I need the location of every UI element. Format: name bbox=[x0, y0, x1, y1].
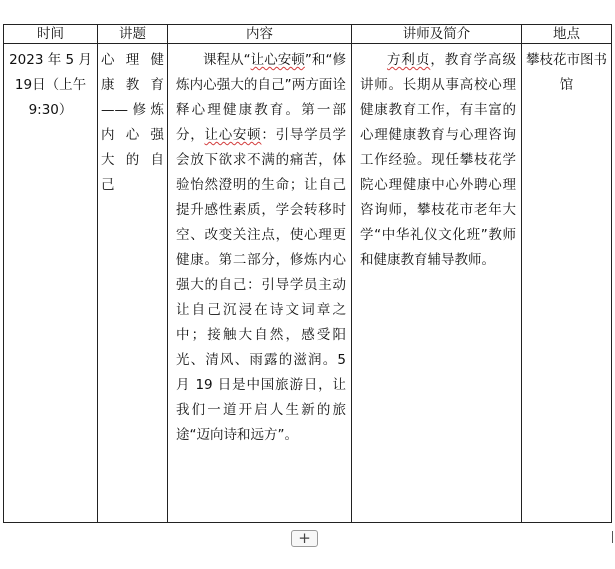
lecturer-name: 方利贞 bbox=[387, 52, 431, 68]
venue-cell[interactable] bbox=[522, 44, 612, 523]
topic-line: 心理健 bbox=[101, 52, 164, 68]
time-text: 2023 年 5 月 19日（上午 9:30） bbox=[9, 52, 92, 118]
lecturer-cell[interactable] bbox=[352, 44, 522, 523]
header-content: 内容 bbox=[168, 25, 352, 44]
content-text bbox=[168, 44, 351, 448]
venue-text: 攀枝花市图书馆 bbox=[526, 52, 607, 93]
header-lecturer: 讲师及简介 bbox=[352, 25, 522, 44]
header-venue: 地点 bbox=[522, 25, 612, 44]
cursor-caret bbox=[612, 531, 613, 543]
topic-text bbox=[98, 44, 167, 198]
topic-line: ——修炼 bbox=[101, 102, 164, 118]
topic-line: 大的自 bbox=[101, 152, 164, 168]
time-cell[interactable] bbox=[4, 44, 98, 523]
header-time: 时间 bbox=[4, 25, 98, 44]
spellcheck-underline: 让心安顿 bbox=[250, 52, 305, 68]
lecturer-bio: ，教育学高级讲师。长期从事高校心理健康教育工作，有丰富的心理健康教育与心理咨询工作经验。现任攀枝花学院心理健康中心外聘心理咨询师，攀枝花市老年大学“中华礼仪文化班”教师和健康教育辅导教师。 bbox=[360, 52, 516, 268]
header-topic: 讲题 bbox=[98, 25, 168, 44]
lecturer-text bbox=[352, 44, 521, 273]
spellcheck-underline: 让心安顿 bbox=[204, 127, 262, 143]
topic-cell[interactable] bbox=[98, 44, 168, 523]
content-cell[interactable] bbox=[168, 44, 352, 523]
table-row bbox=[4, 44, 612, 523]
header-row bbox=[4, 25, 612, 44]
topic-line: 内心强 bbox=[101, 127, 164, 143]
add-row-button[interactable]: + bbox=[291, 530, 318, 547]
content-segment: 课程从“ bbox=[203, 52, 251, 68]
schedule-table bbox=[3, 24, 612, 523]
topic-line: 己 bbox=[101, 177, 115, 193]
content-segment: ：引导学员学会放下欲求不满的痛苦，体验怡然澄明的生命；让自己提升感性素质，学会转移时空、改变关注点，使心理更健康。第二部分，修炼内心强大的自己：引导学员主动让自己沉浸在诗文词章之中；接触大自然，感受阳光、清风、雨露的滋润。5 月 19 日是中国旅游日，让我们一道开启人生新的旅途“迈向诗和远方”。 bbox=[176, 127, 347, 443]
topic-line: 康教育 bbox=[101, 77, 164, 93]
content-segment: ”和“修炼内心强大的自己”两方面诠释心理健康教育。第一部分， bbox=[176, 52, 346, 143]
